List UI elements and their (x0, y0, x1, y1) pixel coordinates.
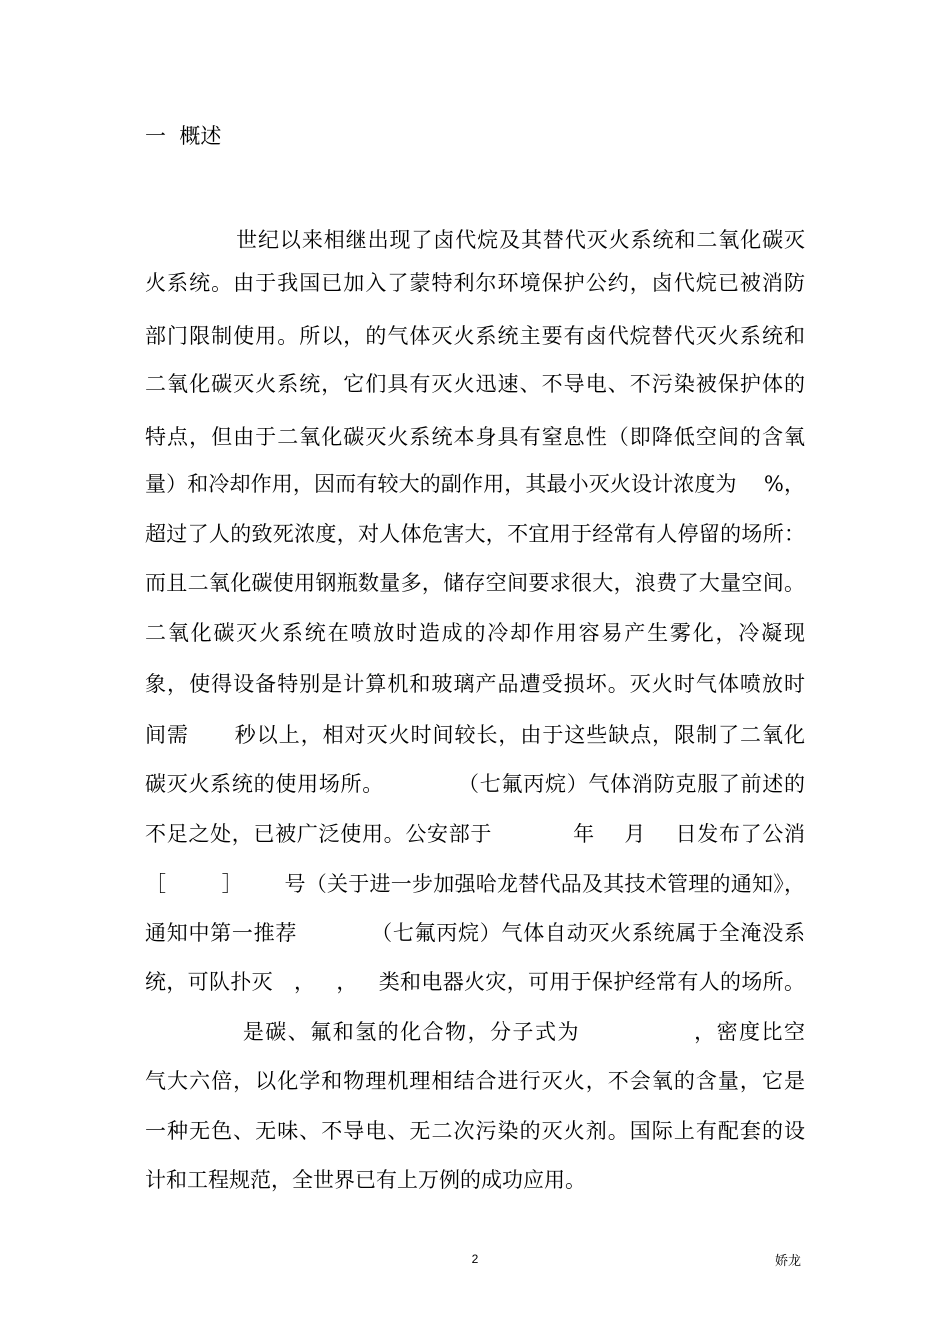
section-heading: 一 概述 (145, 124, 222, 148)
paragraph-line: 一种无色、无味、不导电、无二次污染的灭火剂。国际上有配套的设 (145, 1119, 805, 1143)
footer-author: 娇龙 (775, 1254, 802, 1269)
paragraph-line: 不足之处，已被广泛使用。公安部于 年 月 日发布了公消 (145, 822, 805, 846)
paragraph-line: 计和工程规范，全世界已有上万例的成功应用。 (145, 1168, 586, 1192)
paragraph-line: 而且二氧化碳使用钢瓶数量多，储存空间要求很大，浪费了大量空间。 (145, 571, 805, 595)
paragraph-line: 火系统。由于我国已加入了蒙特利尔环境保护公约，卤代烷已被消防 (145, 271, 805, 295)
paragraph-line: 通知中第一推荐 （七氟丙烷）气体自动灭火系统属于全淹没系 (145, 921, 805, 945)
paragraph-line: 间需 秒以上，相对灭火时间较长，由于这些缺点，限制了二氧化 (145, 723, 805, 747)
paragraph-line: 特点，但由于二氧化碳灭火系统本身具有窒息性（即降低空间的含氧 (145, 425, 805, 449)
page-number: 2 (471, 1252, 479, 1266)
paragraph-line: 部门限制使用。所以，的气体灭火系统主要有卤代烷替代灭火系统和 (145, 324, 805, 348)
paragraph-line: 量）和冷却作用，因而有较大的副作用，其最小灭火设计浓度为 %， (145, 472, 805, 496)
paragraph-line: 是碳、氟和氢的化合物，分子式为 ，密度比空 (145, 1020, 805, 1044)
paragraph-line: 气大六倍，以化学和物理机理相结合进行灭火，不会氧的含量，它是 (145, 1069, 805, 1093)
paragraph-line: 统，可队扑灭 ， ， 类和电器火灾，可用于保护经常有人的场所。 (145, 970, 805, 994)
paragraph-line: 象，使得设备特别是计算机和玻璃产品遭受损坏。灭火时气体喷放时 (145, 672, 805, 696)
paragraph-line: 碳灭火系统的使用场所。 （七氟丙烷）气体消防克服了前述的 (145, 772, 805, 796)
paragraph-line: ［ ］ 号（关于进一步加强哈龙替代品及其技术管理的通知》， (145, 872, 805, 896)
paragraph-line: 世纪以来相继出现了卤代烷及其替代灭火系统和二氧化碳灭 (145, 228, 805, 252)
paragraph-line: 二氧化碳灭火系统在喷放时造成的冷却作用容易产生雾化，冷凝现 (145, 621, 805, 645)
paragraph-line: 超过了人的致死浓度，对人体危害大，不宜用于经常有人停留的场所： (145, 522, 805, 546)
paragraph-line: 二氧化碳灭火系统，它们具有灭火迅速、不导电、不污染被保护体的 (145, 372, 805, 396)
